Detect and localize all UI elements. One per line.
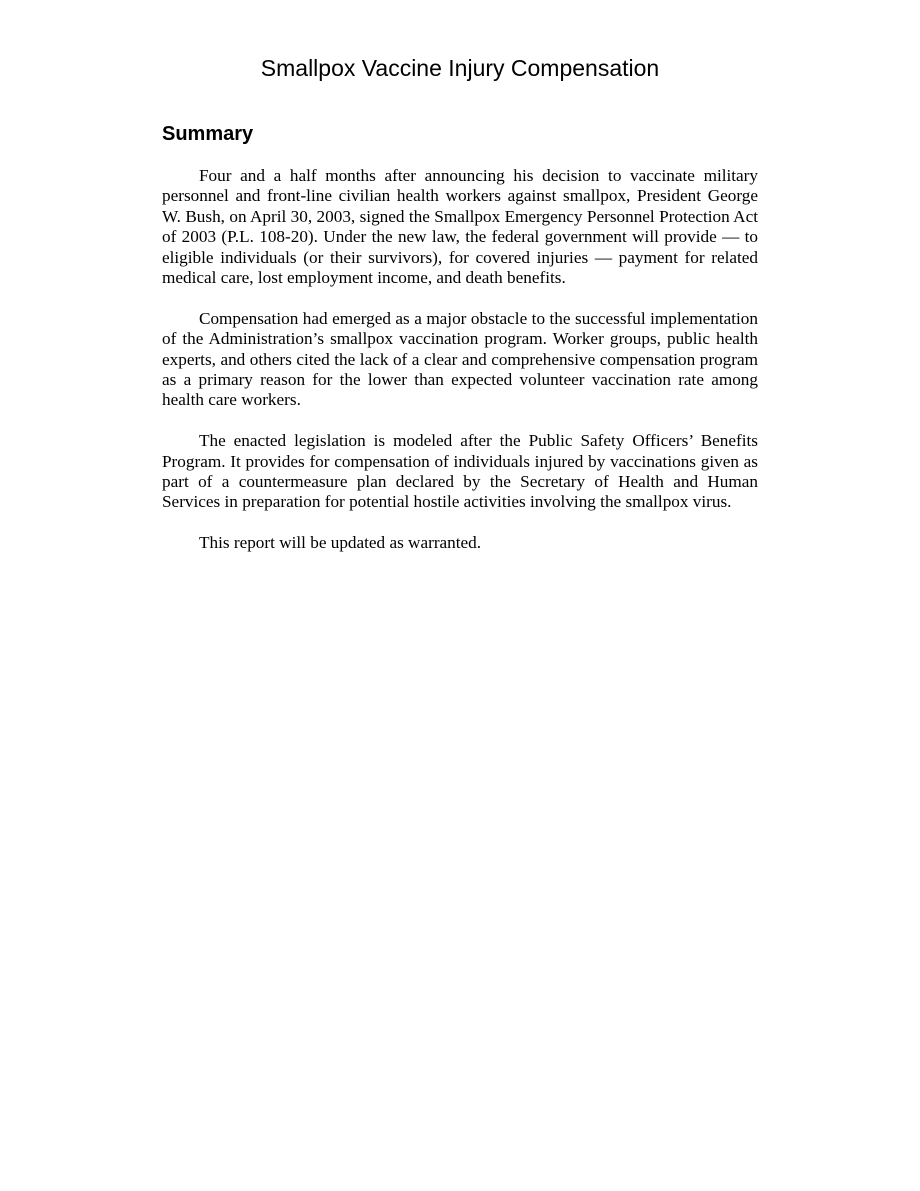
summary-body xyxy=(162,166,758,574)
paragraph: The enacted legislation is modeled after the Public Safety Officers’ Benefits Program. It provides for compensation of individuals injured by vaccinations given as part of a countermeasure plan declared by the Secretary of Health and Human Services in preparation for potential hostile activities involving the smallpox virus. xyxy=(162,431,758,512)
paragraph: This report will be updated as warranted. xyxy=(199,533,482,553)
document-title: Smallpox Vaccine Injury Compensation xyxy=(260,55,660,81)
paragraph: Four and a half months after announcing his decision to vaccinate military personnel and front-line civilian health workers against smallpox, President George W. Bush, on April 30, 2003, signed the Smallpox Emergency Personnel Protection Act of 2003 (P.L. 108-20). Under the new law, the federal government will provide — to eligible individuals (or their survivors), for covered injuries — payment for related medical care, lost employment income, and death benefits. xyxy=(162,166,758,288)
section-heading-summary: Summary xyxy=(162,123,254,145)
paragraph: Compensation had emerged as a major obstacle to the successful implementation of the Administration’s smallpox vaccination program. Worker groups, public health experts, and others cited the lack of a clear and comprehensive compensation program as a primary reason for the lower than expected volunteer vaccination rate among health care workers. xyxy=(162,308,758,410)
